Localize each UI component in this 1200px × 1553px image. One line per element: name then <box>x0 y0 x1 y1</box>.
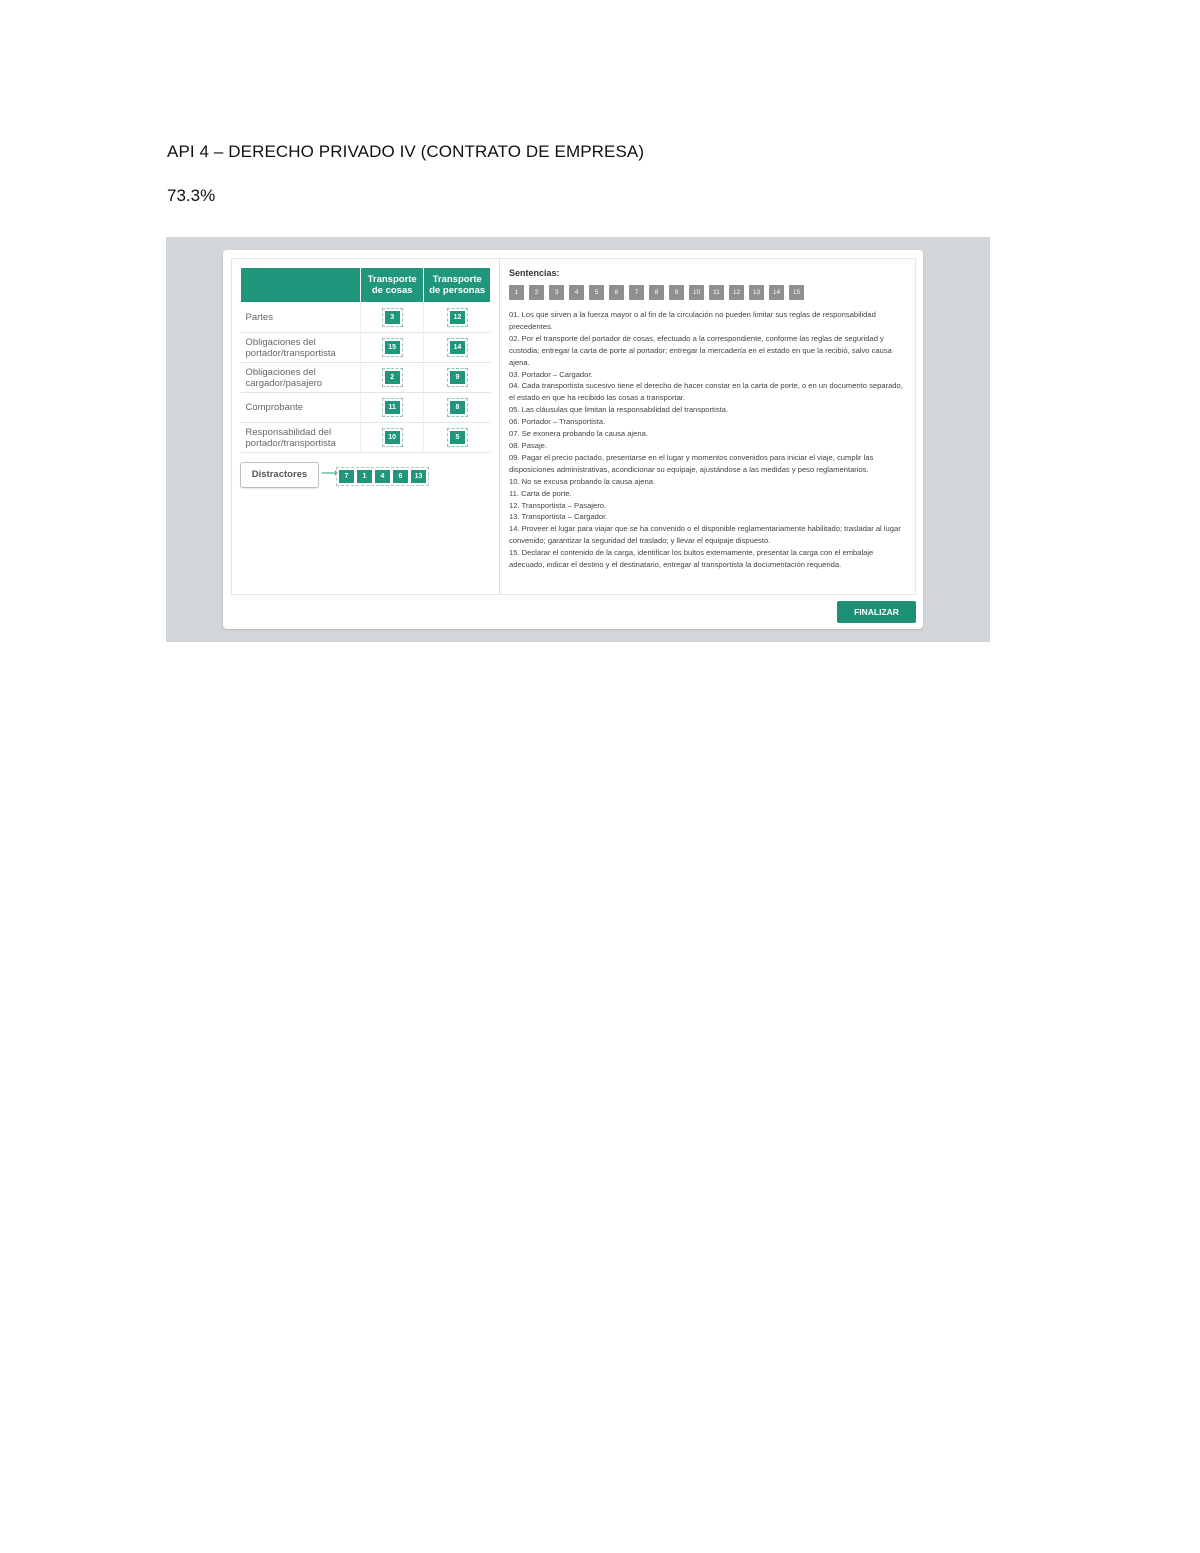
sentence-item: 13. Transportista – Cargador. <box>509 512 608 522</box>
answer-chip[interactable]: 2 <box>385 371 400 384</box>
drop-zone[interactable] <box>361 363 424 393</box>
sentence-number-chip[interactable]: 5 <box>589 285 604 300</box>
sentence-item: 04. Cada transportista sucesivo tiene el derecho de hacer constar en la carta de porte, o en un documento separado, el estado en que ha recibido las cosas a transportar. <box>509 381 903 403</box>
sentence-number-chip[interactable]: 13 <box>749 285 764 300</box>
table-header-row <box>241 268 491 303</box>
sentence-item: 05. Las cláusulas que limitan la responsabilidad del transportista. <box>509 405 729 415</box>
table-row <box>241 393 491 423</box>
drop-zone[interactable] <box>424 333 491 363</box>
header-blank <box>241 268 361 303</box>
sentence-number-chip[interactable]: 7 <box>629 285 644 300</box>
drop-zone[interactable] <box>424 423 491 453</box>
sentence-item: 10. No se excusa probando la causa ajena. <box>509 476 656 486</box>
distractor-chip[interactable]: 6 <box>393 470 408 483</box>
sentence-item: 11. Carta de porte. <box>509 488 572 498</box>
row-label: Partes <box>241 303 361 333</box>
sentence-item: 03. Portador – Cargador. <box>509 369 593 379</box>
sentence-number-chip[interactable]: 10 <box>689 285 704 300</box>
drop-zone[interactable] <box>361 303 424 333</box>
answer-chip[interactable]: 8 <box>450 401 465 414</box>
sentence-list <box>509 309 907 571</box>
sentence-item: 02. Por el transporte del portador de cosas, efectuado a la correspondiente, conforme las reglas de seguridad y custodia; entregar la carta de porte al portador; entregar la mercadería en el estado en que la recibió, salvo causa ajena. <box>509 333 892 367</box>
sentences-pane <box>499 258 916 595</box>
answer-chip[interactable]: 10 <box>385 431 400 444</box>
distractors-drop-zone[interactable] <box>336 467 429 486</box>
drop-zone[interactable] <box>361 393 424 423</box>
document-title: API 4 – DERECHO PRIVADO IV (CONTRATO DE EMPRESA) <box>167 142 645 161</box>
sentence-number-chip[interactable]: 11 <box>709 285 724 300</box>
sentence-item: 01. Los que sirven a la fuerza mayor o al fin de la circulación no pueden limitar sus reglas de responsabilidad precedentes. <box>509 310 876 331</box>
answer-chip[interactable]: 5 <box>450 431 465 444</box>
score-text: 73.3% <box>167 186 216 205</box>
sentences-title: Sentencias: <box>509 268 560 278</box>
sentence-number-chip[interactable]: 12 <box>729 285 744 300</box>
answer-chip[interactable]: 9 <box>450 371 465 384</box>
row-label: Responsabilidad del portador/transportista <box>241 423 361 453</box>
answer-chip[interactable]: 12 <box>450 311 465 324</box>
sentence-item: 12. Transportista – Pasajero. <box>509 500 607 510</box>
distractor-chip[interactable]: 1 <box>357 470 372 483</box>
distractor-chip[interactable]: 13 <box>411 470 426 483</box>
classification-table <box>240 267 491 453</box>
row-label: Obligaciones del portador/transportista <box>241 333 361 363</box>
sentence-number-chip[interactable]: 14 <box>769 285 784 300</box>
drop-zone[interactable] <box>424 363 491 393</box>
distractor-chip[interactable]: 7 <box>339 470 354 483</box>
row-label: Comprobante <box>241 393 361 423</box>
table-row <box>241 423 491 453</box>
sentence-number-chip[interactable]: 4 <box>569 285 584 300</box>
answer-chip[interactable]: 11 <box>385 401 400 414</box>
answer-chip[interactable]: 3 <box>385 311 400 324</box>
row-label: Obligaciones del cargador/pasajero <box>241 363 361 393</box>
sentence-item: 15. Declarar el contenido de la carga, identificar los bultos externamente, presentar la carga con el embalaje adecuado, indicar el destino y el destinatario, entregar al transportista la documentación requerida. <box>509 548 874 570</box>
sentence-item: 07. Se exonera probando la causa ajena. <box>509 429 648 439</box>
drop-zone[interactable] <box>361 333 424 363</box>
distractor-chip[interactable]: 4 <box>375 470 390 483</box>
answer-chip[interactable]: 15 <box>385 341 400 354</box>
drop-zone[interactable] <box>424 393 491 423</box>
sentence-number-chip[interactable]: 1 <box>509 285 524 300</box>
sentence-item: 14. Proveer el lugar para viajar que se ha convenido o el disponible reglamentariamente habilitado; trasladar al lugar convenido; garantizar la seguridad del traslado; y llevar el equipaje dispuesto. <box>509 524 901 546</box>
classification-pane <box>231 258 500 595</box>
exercise-card <box>223 250 923 629</box>
table-row <box>241 303 491 333</box>
sentence-number-chip[interactable]: 2 <box>529 285 544 300</box>
drop-zone[interactable] <box>424 303 491 333</box>
finish-button[interactable]: FINALIZAR <box>837 601 916 623</box>
distractors-label: Distractores <box>240 462 319 488</box>
sentence-item: 06. Portador – Transportista. <box>509 417 606 427</box>
answer-chip[interactable]: 14 <box>450 341 465 354</box>
col-header-cosas: Transporte de cosas <box>361 268 424 303</box>
sentence-item: 09. Pagar el precio pactado, presentarse en el lugar y momentos convenidos para iniciar el viaje, cumplir las disposiciones administrativas, acondicionar su equipaje, ajustándose a las medidas y peso reglamentarios. <box>509 452 874 474</box>
sentence-number-chip[interactable]: 6 <box>609 285 624 300</box>
arrow-right-icon: ⟶ <box>321 466 339 480</box>
table-row <box>241 333 491 363</box>
col-header-personas: Transporte de personas <box>424 268 491 303</box>
sentence-number-chip[interactable]: 8 <box>649 285 664 300</box>
sentence-number-chip[interactable]: 15 <box>789 285 804 300</box>
drop-zone[interactable] <box>361 423 424 453</box>
table-row <box>241 363 491 393</box>
screenshot-frame <box>166 237 990 642</box>
sentence-number-bank <box>509 285 804 300</box>
sentence-item: 08. Pasaje. <box>509 440 547 450</box>
sentence-number-chip[interactable]: 9 <box>669 285 684 300</box>
sentence-number-chip[interactable]: 3 <box>549 285 564 300</box>
